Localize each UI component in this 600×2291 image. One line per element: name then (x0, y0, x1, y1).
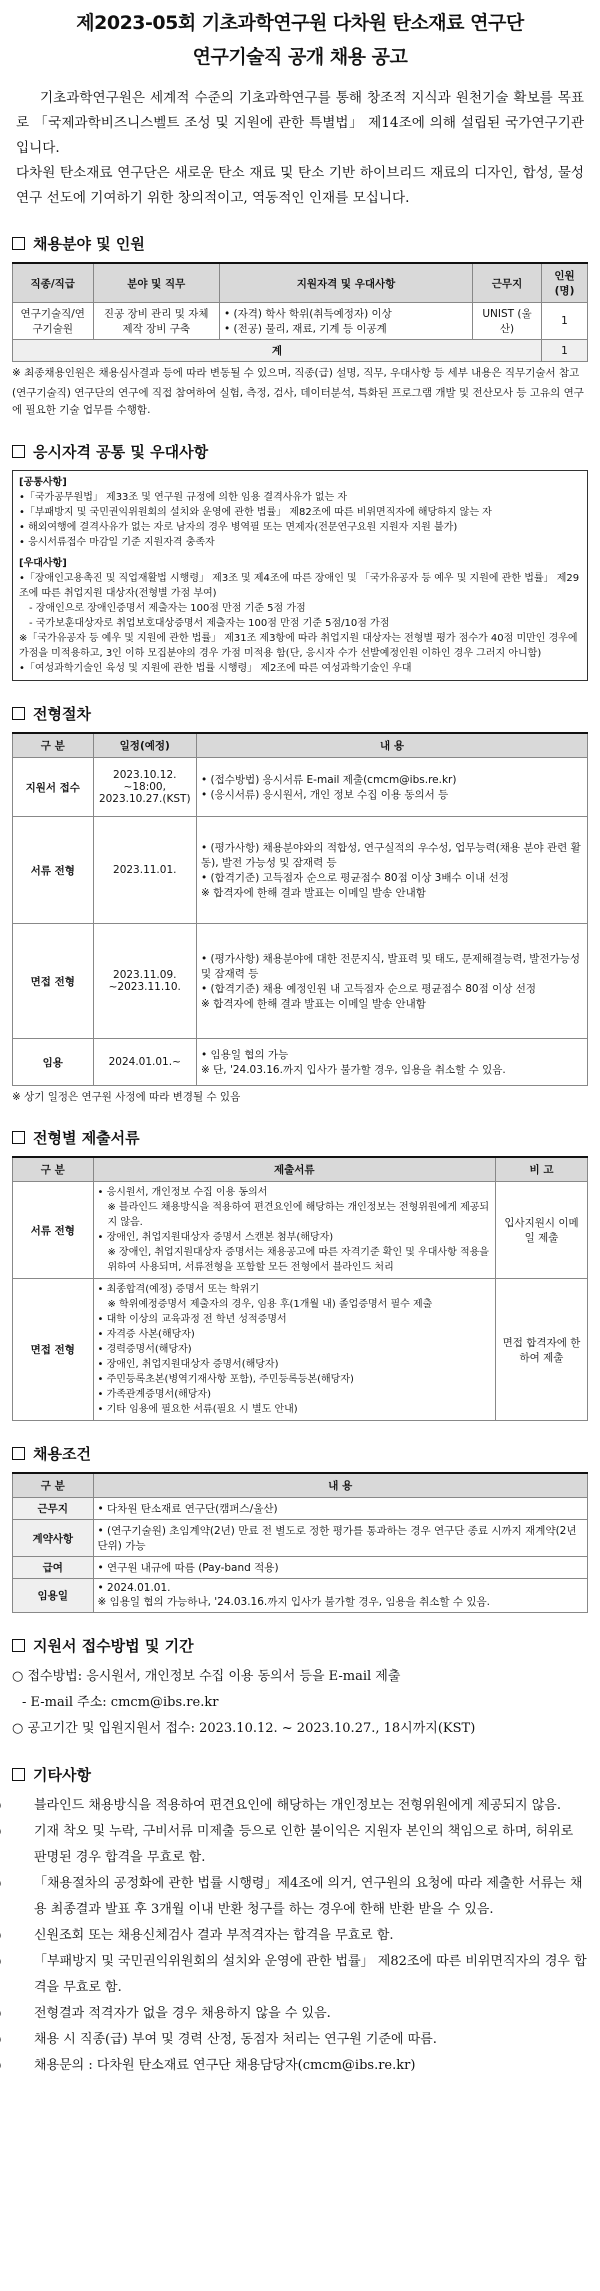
col-header: 구 분 (13, 1473, 94, 1498)
circle-bullet-icon (12, 1923, 34, 1949)
list-item: • 해외여행에 결격사유가 없는 자로 남자의 경우 병역필 또는 면제자(전문연구요원 지원자 지원 불가) (19, 522, 458, 533)
list-item: 「채용절차의 공정화에 관한 법률 시행령」제4조에 의거, 연구원의 요청에 따라 제출한 서류는 채용 최종결과 발표 후 3개월 이내 반환 청구를 하는 경우에 한해 반환 받을 수 있음. (12, 1871, 588, 1923)
square-bullet-icon (12, 1639, 25, 1652)
col-header: 비 고 (496, 1157, 588, 1182)
list-item: 채용문의 : 다차원 탄소재료 연구단 채용담당자(cmcm@ibs.re.kr) (12, 2053, 588, 2079)
section-heading-process: 전형절차 (12, 703, 588, 724)
col-header: 근무지 (473, 263, 542, 303)
table-row (13, 303, 588, 340)
square-bullet-icon (12, 1131, 25, 1144)
square-bullet-icon (12, 1768, 25, 1781)
job-place: UNIST (울산) (473, 303, 542, 340)
intro (16, 86, 584, 211)
list-item: ※「국가유공자 등 예우 및 지원에 관한 법률」 제31조 제3항에 따라 취업지원 대상자는 전형별 평가 점수가 40점 미만인 경우에 가점을 미적용하고, 3인 이하 모집분야의 경우 가점 미적용 함(단, 응시자 수가 선발예정인원 이하인 경우 그러지 아니함) (19, 633, 578, 659)
square-bullet-icon (12, 707, 25, 720)
section-heading-documents: 전형별 제출서류 (12, 1127, 588, 1148)
col-header: 구 분 (13, 733, 94, 758)
job-description: (연구기술직) 연구단의 연구에 직접 참여하여 실험, 측정, 검사, 데이터분석, 특화된 프로그램 개발 및 전산모사 등 고유의 연구에 필요한 기술 업무를 수행함. (12, 387, 584, 416)
circle-bullet-icon (12, 1871, 34, 1897)
section-heading-recruit: 채용분야 및 인원 (12, 233, 588, 254)
list-item: 「부패방지 및 국민권익위원회의 설치와 운영에 관한 법률」 제82조에 따른 비위면직자의 경우 합격을 무효로 함. (12, 1949, 588, 2001)
list-item: 블라인드 채용방식을 적용하여 편견요인에 해당하는 개인정보는 전형위원에게 제공되지 않음. (12, 1793, 588, 1819)
contact-email: - E-mail 주소: cmcm@ibs.re.kr (22, 1695, 219, 1710)
col-header: 내 용 (197, 733, 588, 758)
recruit-table (12, 262, 588, 362)
list-item: •「여성과학기술인 육성 및 지원에 관한 법률 시행령」 제2조에 따른 여성과학기술인 우대 (19, 663, 412, 674)
table-row: 서류 전형 • 응시원서, 개인정보 수집 이용 동의서 ※ 블라인드 채용방식을 적용하여 편견요인에 해당하는 개인정보는 전형위원에게 제공되지 않음. • 장애인, 취업지원대상자 증명서 스캔본 첨부(해당자) ※ 장애인, 취업지원대상자 증명서는 채용공고에 따른 자격기준 확인 및 우대사항 적용을 위하여 사용되며, 서류전형을 포함할 모든 전형에서 블라인드 처리 입사지원시 이메일 제출 (13, 1182, 588, 1279)
table-row: 계약사항 • (연구기술원) 초임계약(2년) 만료 전 별도로 정한 평가를 통과하는 경우 연구단 종료 시까지 재계약(2년 단위) 가능 (13, 1520, 588, 1557)
col-header: 제출서류 (93, 1157, 496, 1182)
circle-bullet-icon (12, 1949, 34, 1975)
col-header: 내 용 (93, 1473, 588, 1498)
etc-list (12, 1793, 588, 2079)
list-item: - 국가보훈대상자로 취업보호대상증명서 제출자는 100점 만점 기준 5점/10점 가점 (29, 618, 390, 629)
circle-bullet-icon (12, 1819, 34, 1845)
circle-bullet-icon (12, 2001, 34, 2027)
list-item: •「장애인고용촉진 및 직업재활법 시행령」 제3조 및 제4조에 따른 장애인 및 「국가유공자 등 예우 및 지원에 관한 법률」 제29조에 따른 취업지원 대상자(전형별 가점 부여) (19, 573, 580, 599)
col-header: 인원(명) (542, 263, 588, 303)
col-header: 직종/직급 (13, 263, 94, 303)
title-line-2: 연구기술직 공개 채용 공고 (192, 46, 408, 68)
table-row: 지원서 접수 2023.10.12. ~18:00, 2023.10.27.(KST) • (접수방법) 응시서류 E-mail 제출(cmcm@ibs.re.kr) • (응시서류) 응시원서, 개인 정보 수집 이용 동의서 등 (13, 758, 588, 817)
square-bullet-icon (12, 1447, 25, 1460)
col-header: 지원자격 및 우대사항 (220, 263, 473, 303)
common-heading: [공통사항] (19, 477, 67, 488)
apply-info (12, 1664, 588, 1742)
title-line-1: 제2023-05회 기초과학연구원 다차원 탄소재료 연구단 (76, 12, 524, 34)
process-note: ※ 상기 일정은 연구원 사정에 따라 변경될 수 있음 (12, 1091, 241, 1103)
list-item: • 응시서류접수 마감일 기준 지원자격 충족자 (19, 537, 215, 548)
square-bullet-icon (12, 445, 25, 458)
square-bullet-icon (12, 237, 25, 250)
list-item: - 장애인으로 장애인증명서 제출자는 100점 만점 기준 5점 가점 (29, 603, 306, 614)
col-header: 구 분 (13, 1157, 94, 1182)
process-table (12, 732, 588, 1086)
table-row: 임용일 • 2024.01.01. ※ 임용일 협의 가능하나, '24.03.16.까지 입사가 불가할 경우, 임용을 취소할 수 있음. (13, 1579, 588, 1613)
preference-heading: [우대사항] (19, 558, 67, 569)
list-item: 기재 착오 및 누락, 구비서류 미제출 등으로 인한 불이익은 지원자 본인의 책임으로 하며, 허위로 판명된 경우 합격을 무효로 함. (12, 1819, 588, 1871)
table-row: 서류 전형 2023.11.01. • (평가사항) 채용분야와의 적합성, 연구실적의 우수성, 업무능력(채용 분야 관련 활동), 발전 가능성 및 잠재력 등 • (합격기준) 고득점자 순으로 평균점수 80점 이상 3배수 이내 선정 ※ 합격자에 한해 결과 발표는 이메일 발송 안내함 (13, 817, 588, 924)
list-item: 채용 시 직종(급) 부여 및 경력 산정, 동점자 처리는 연구원 기준에 따름. (12, 2027, 588, 2053)
col-header: 분야 및 직무 (93, 263, 220, 303)
section-heading-apply: 지원서 접수방법 및 기간 (12, 1635, 588, 1656)
job-type: 연구기술직/연구기술원 (13, 303, 94, 340)
circle-bullet-icon (12, 2027, 34, 2053)
list-item: 신원조회 또는 채용신체검사 결과 부적격자는 합격을 무효로 함. (12, 1923, 588, 1949)
section-heading-qualification: 응시자격 공통 및 우대사항 (12, 441, 588, 462)
list-item: •「부패방지 및 국민권익위원회의 설치와 운영에 관한 법률」 제82조에 따른 비위면직자에 해당하지 않는 자 (19, 507, 492, 518)
page-title (12, 6, 588, 74)
circle-bullet-icon (12, 1793, 34, 1819)
col-header: 일정(예정) (93, 733, 197, 758)
intro-paragraph-2: 다차원 탄소재료 연구단은 새로운 탄소 재료 및 탄소 기반 하이브리드 재료의 디자인, 합성, 물성 연구 선도에 기여하기 위한 창의적이고, 역동적인 인재를 모십니다. (16, 165, 584, 206)
table-row: 면접 전형 2023.11.09. ~2023.11.10. • (평가사항) 채용분야에 대한 전문지식, 발표력 및 태도, 문제해결능력, 발전가능성 및 잠재력 등 • (합격기준) 채용 예정인원 내 고득점자 순으로 평균점수 80점 이상 선정 ※ 합격자에 한해 결과 발표는 이메일 발송 안내함 (13, 924, 588, 1039)
list-item: •「국가공무원법」 제33조 및 연구원 규정에 의한 임용 결격사유가 없는 자 (19, 492, 348, 503)
table-row: 면접 전형 • 최종합격(예정) 증명서 또는 학위기 ※ 학위예정증명서 제출자의 경우, 임용 후(1개월 내) 졸업증명서 필수 제출 • 대학 이상의 교육과정 전 학년 성적증명서 • 자격증 사본(해당자) • 경력증명서(해당자) • 장애인, 취업지원대상자 증명서(해당자) • 주민등록초본(병역기재사항 포함), 주민등록등본(해당자) • 가족관계증명서(해당자) • 기타 임용에 필요한 서류(필요 시 별도 안내) 면접 합격자에 한하여 제출 (13, 1279, 588, 1421)
job-qualification: • (자격) 학사 학위(취득예정자) 이상 • (전공) 물리, 재료, 기계 등 이공계 (220, 303, 473, 340)
recruit-note: ※ 최종채용인원은 채용심사결과 등에 따라 변동될 수 있으며, 직종(급) 설명, 직무, 우대사항 등 세부 내용은 직무기술서 참고 (12, 367, 580, 379)
list-item: ○ 공고기간 및 입원지원서 접수: 2023.10.12. ~ 2023.10.27., 18시까지(KST) (12, 1721, 476, 1736)
table-row: 근무지 • 다차원 탄소재료 연구단(캠퍼스/울산) (13, 1498, 588, 1520)
job-count: 1 (542, 303, 588, 340)
documents-table (12, 1156, 588, 1421)
section-heading-conditions: 채용조건 (12, 1443, 588, 1464)
section-heading-etc: 기타사항 (12, 1764, 588, 1785)
table-row: 임용 2024.01.01.~ • 임용일 협의 가능 ※ 단, '24.03.16.까지 입사가 불가할 경우, 임용을 취소할 수 있음. (13, 1039, 588, 1086)
list-item: ○ 접수방법: 응시원서, 개인정보 수집 이용 동의서 등을 E-mail 제출 (12, 1669, 401, 1684)
conditions-table (12, 1472, 588, 1613)
list-item: 전형결과 적격자가 없을 경우 채용하지 않을 수 있음. (12, 2001, 588, 2027)
total-row: 계 1 (13, 340, 588, 362)
intro-paragraph-1: 기초과학연구원은 세계적 수준의 기초과학연구를 통해 창조적 지식과 원천기술 확보를 목표로 「국제과학비즈니스벨트 조성 및 지원에 관한 특별법」 제14조에 의해 설립된 국가연구기관입니다. (16, 90, 584, 156)
table-row: 급여 • 연구원 내규에 따름 (Pay-band 적용) (13, 1557, 588, 1579)
job-field: 진공 장비 관리 및 자체 제작 장비 구축 (93, 303, 220, 340)
qualification-box (12, 470, 588, 681)
circle-bullet-icon (12, 2053, 34, 2079)
